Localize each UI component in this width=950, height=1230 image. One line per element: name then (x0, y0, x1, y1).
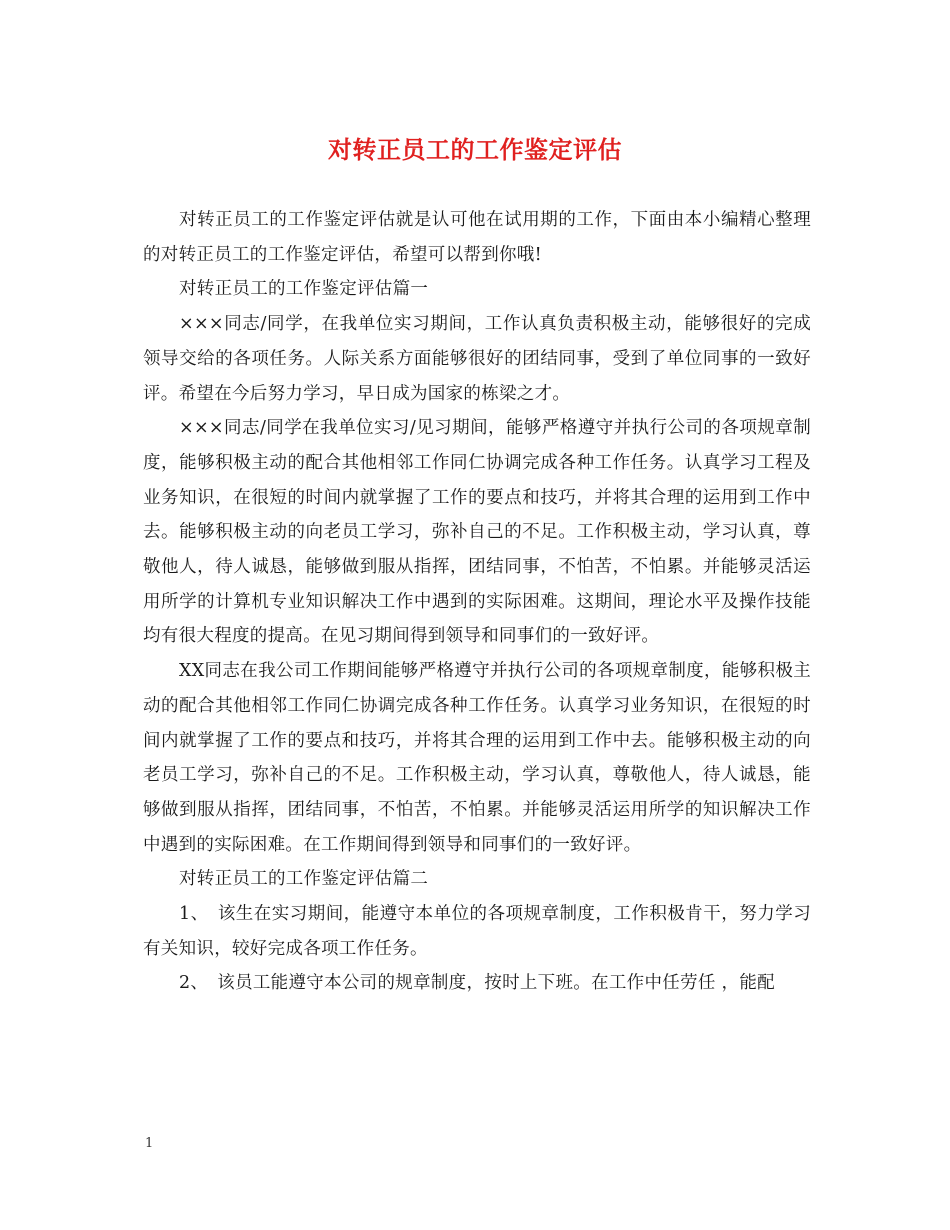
body-paragraph: ×××同志/同学，在我单位实习期间，工作认真负责积极主动，能够很好的完成领导交给的各项任务。人际关系方面能够很好的团结同事，受到了单位同事的一致好评。希望在今后努力学习，早日成为国家的栋梁之才。 (143, 314, 811, 404)
page-number: 1 (145, 1136, 154, 1151)
body-paragraph: ×××同志/同学在我单位实习/见习期间，能够严格遵守并执行公司的各项规章制度，能够积极主动的配合其他相邻工作同仁协调完成各种工作任务。认真学习工程及业务知识，在很短的时间内就掌握了工作的要点和技巧，并将其合理的运用到工作中去。能够积极主动的向老员工学习，弥补自己的不足。工作积极主动，学习认真，尊敬他人，待人诚恳，能够做到服从指挥，团结同事，不怕苦，不怕累。并能够灵活运用所学的计算机专业知识解决工作中遇到的实际困难。这期间，理论水平及操作技能均有很大程度的提高。在见习期间得到领导和同事们的一致好评。 (143, 418, 811, 647)
body-paragraph: XX同志在我公司工作期间能够严格遵守并执行公司的各项规章制度，能够积极主动的配合其他相邻工作同仁协调完成各种工作任务。认真学习业务知识，在很短的时间内就掌握了工作的要点和技巧，并将其合理的运用到工作中去。能够积极主动的向老员工学习，弥补自己的不足。工作积极主动，学习认真，尊敬他人，待人诚恳，能够做到服从指挥，团结同事，不怕苦，不怕累。并能够灵活运用所学的知识解决工作中遇到的实际困难。在工作期间得到领导和同事们的一致好评。 (143, 661, 811, 855)
section-heading-1: 对转正员工的工作鉴定评估篇一 (179, 279, 429, 300)
numbered-paragraph: 1、 该生在实习期间，能遵守本单位的各项规章制度，工作积极肯干，努力学习有关知识，较好完成各项工作任务。 (143, 904, 811, 959)
numbered-paragraph: 2、 该员工能遵守本公司的规章制度，按时上下班。在工作中任劳任 ，能配 (179, 973, 775, 994)
intro-paragraph: 对转正员工的工作鉴定评估就是认可他在试用期的工作，下面由本小编精心整理的对转正员工的工作鉴定评估，希望可以帮到你哦! (143, 210, 811, 265)
section-heading-2: 对转正员工的工作鉴定评估篇二 (179, 869, 429, 890)
document-title: 对转正员工的工作鉴定评估 (328, 135, 622, 164)
document-body (143, 203, 811, 1001)
